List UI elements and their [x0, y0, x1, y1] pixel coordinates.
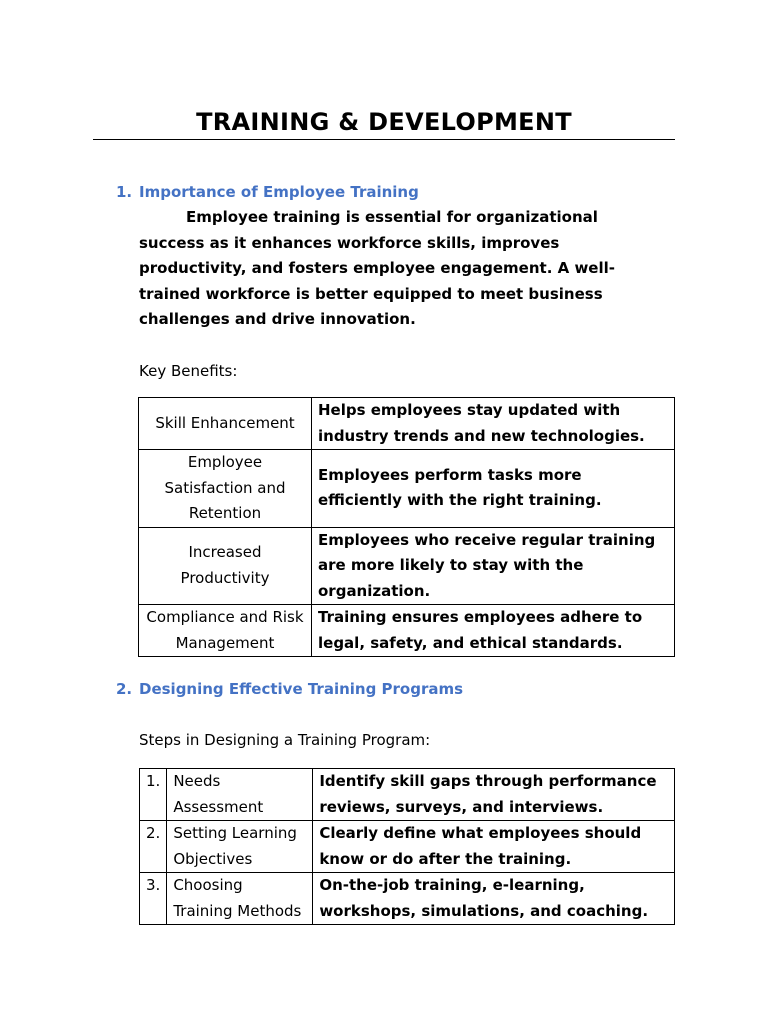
benefit-name: Employee Satisfaction and Retention [139, 450, 312, 528]
benefit-description: Helps employees stay updated with industry trends and new technologies. [312, 398, 675, 450]
section-heading-designing [116, 679, 463, 699]
steps-table [139, 768, 675, 925]
step-number: 1. [140, 769, 167, 821]
section-heading-importance [116, 182, 419, 202]
section-number: 2. [116, 680, 133, 698]
title-divider [93, 139, 675, 140]
benefit-description: Employees who receive regular training are more likely to stay with the organization. [312, 527, 675, 605]
step-name: Needs Assessment [167, 769, 313, 821]
step-description: Identify skill gaps through performance reviews, surveys, and interviews. [313, 769, 675, 821]
benefits-table [138, 397, 675, 657]
table-row [139, 605, 675, 657]
page-title: TRAINING & DEVELOPMENT [196, 108, 572, 136]
intro-paragraph-text: Employee training is essential for organizational success as it enhances workforce skills, improves productivity, and fosters employee engagement. A well-trained workforce is better equipped to meet business challenges and drive innovation. [139, 208, 615, 328]
key-benefits-label: Key Benefits: [139, 362, 238, 380]
step-number: 2. [140, 821, 167, 873]
section-heading-text: Designing Effective Training Programs [139, 680, 464, 698]
table-row [140, 769, 675, 821]
benefit-description: Training ensures employees adhere to legal, safety, and ethical standards. [312, 605, 675, 657]
section-heading-text: Importance of Employee Training [139, 183, 419, 201]
steps-label: Steps in Designing a Training Program: [139, 731, 431, 749]
step-name: Setting Learning Objectives [167, 821, 313, 873]
benefit-name: Compliance and Risk Management [139, 605, 312, 657]
step-description: On-the-job training, e-learning, workshops, simulations, and coaching. [313, 873, 675, 925]
table-row [139, 398, 675, 450]
intro-paragraph [139, 205, 659, 333]
table-row [139, 527, 675, 605]
step-number: 3. [140, 873, 167, 925]
section-number: 1. [116, 183, 133, 201]
benefit-name: Increased Productivity [139, 527, 312, 605]
benefit-name: Skill Enhancement [139, 398, 312, 450]
benefit-description: Employees perform tasks more efficiently with the right training. [312, 450, 675, 528]
step-name: Choosing Training Methods [167, 873, 313, 925]
step-description: Clearly define what employees should know or do after the training. [313, 821, 675, 873]
table-row [139, 450, 675, 528]
table-row [140, 821, 675, 873]
table-row [140, 873, 675, 925]
